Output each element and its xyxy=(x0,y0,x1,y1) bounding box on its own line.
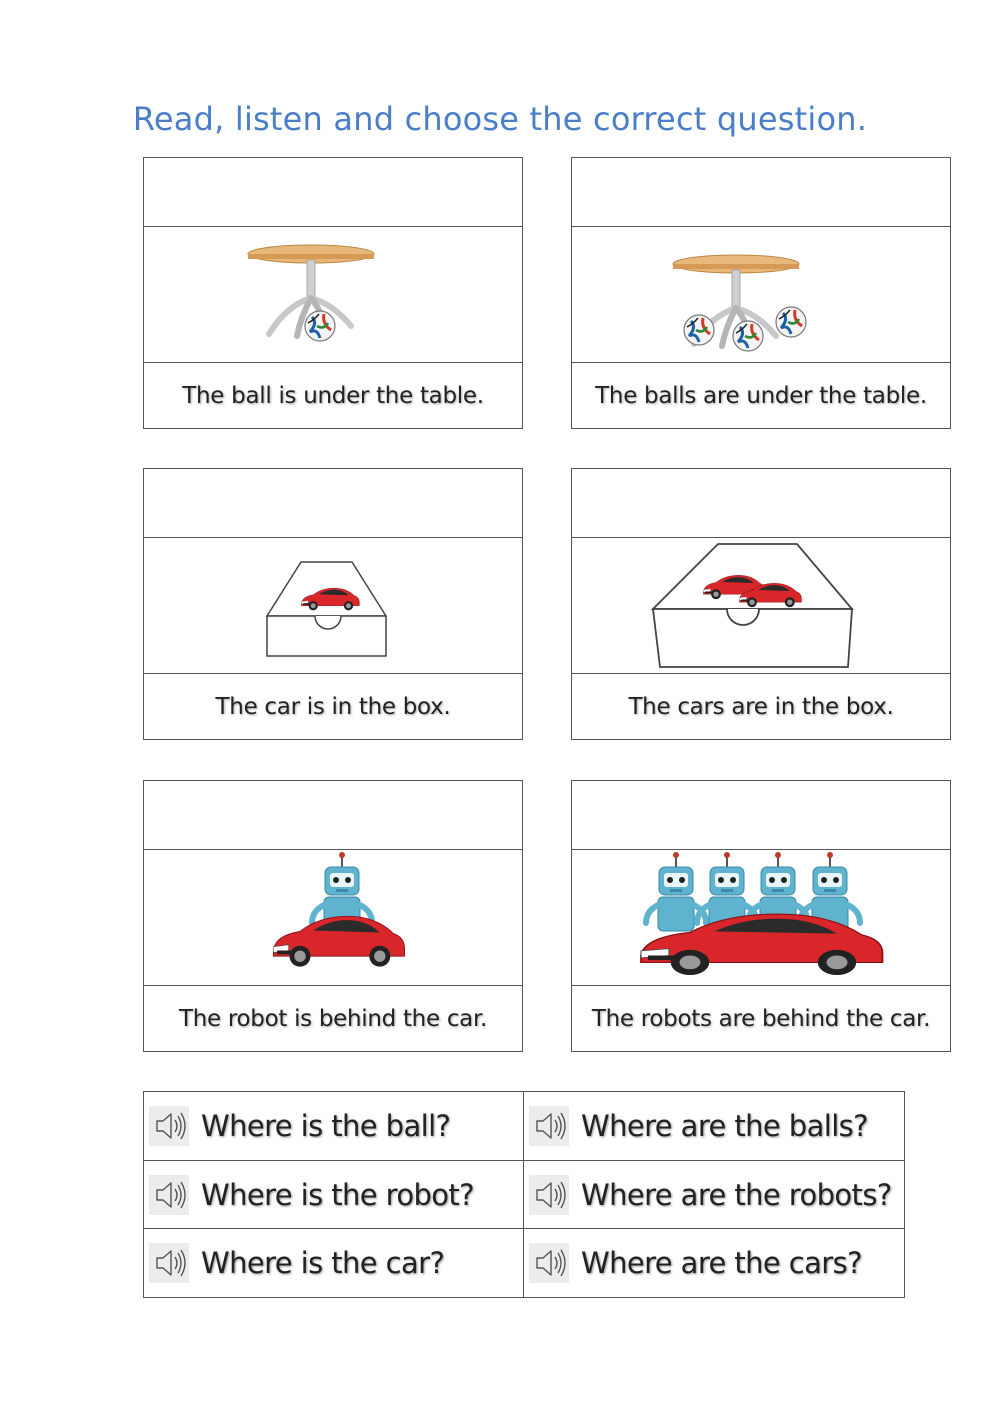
speaker-icon[interactable] xyxy=(529,1175,569,1215)
card-caption: The ball is under the table. xyxy=(182,383,484,409)
question-text: Where are the cars? xyxy=(581,1246,862,1280)
card-caption: The robots are behind the car. xyxy=(591,1006,931,1032)
speaker-icon[interactable] xyxy=(149,1243,189,1283)
picture-area xyxy=(572,537,950,674)
card-caption: The balls are under the table. xyxy=(595,383,927,409)
cars-in-box-picture xyxy=(572,537,950,673)
question-text: Where are the balls? xyxy=(581,1109,868,1143)
speaker-icon[interactable] xyxy=(149,1175,189,1215)
balls-under-table-picture xyxy=(572,226,950,362)
card-balls-under-table xyxy=(571,157,951,429)
card-ball-under-table xyxy=(143,157,523,429)
card-cars-in-box xyxy=(571,468,951,740)
picture-area xyxy=(144,226,522,363)
card-caption: The car is in the box. xyxy=(215,694,451,720)
question-text: Where is the robot? xyxy=(201,1177,474,1212)
answer-drop-zone[interactable] xyxy=(572,469,950,538)
speaker-icon[interactable] xyxy=(149,1106,189,1146)
ball-under-table-picture xyxy=(144,226,522,362)
question-where-is-ball[interactable] xyxy=(144,1092,524,1161)
answer-drop-zone[interactable] xyxy=(572,158,950,227)
speaker-icon[interactable] xyxy=(529,1243,569,1283)
question-where-are-robots[interactable] xyxy=(524,1161,904,1229)
card-car-in-box xyxy=(143,468,523,740)
picture-area xyxy=(572,849,950,986)
car-in-box-picture xyxy=(144,537,522,673)
card-robots-behind-car xyxy=(571,780,951,1052)
question-text: Where is the ball? xyxy=(201,1109,451,1143)
answer-drop-zone[interactable] xyxy=(144,158,522,227)
card-caption: The cars are in the box. xyxy=(628,694,894,720)
answer-drop-zone[interactable] xyxy=(144,781,522,850)
question-where-are-cars[interactable] xyxy=(524,1229,904,1297)
robots-behind-car-picture xyxy=(572,849,950,985)
question-text: Where are the robots? xyxy=(581,1177,892,1212)
question-where-is-car[interactable] xyxy=(144,1229,524,1297)
card-robot-behind-car xyxy=(143,780,523,1052)
picture-area xyxy=(144,537,522,674)
page-title: Read, listen and choose the correct question. xyxy=(132,100,868,138)
speaker-icon[interactable] xyxy=(529,1106,569,1146)
card-caption: The robot is behind the car. xyxy=(178,1006,488,1032)
question-text: Where is the car? xyxy=(201,1246,445,1280)
question-where-are-balls[interactable] xyxy=(524,1092,904,1161)
picture-area xyxy=(572,226,950,363)
question-where-is-robot[interactable] xyxy=(144,1161,524,1229)
answer-drop-zone[interactable] xyxy=(144,469,522,538)
answer-drop-zone[interactable] xyxy=(572,781,950,850)
question-table xyxy=(143,1091,905,1298)
picture-area xyxy=(144,849,522,986)
robot-behind-car-picture xyxy=(144,849,522,985)
